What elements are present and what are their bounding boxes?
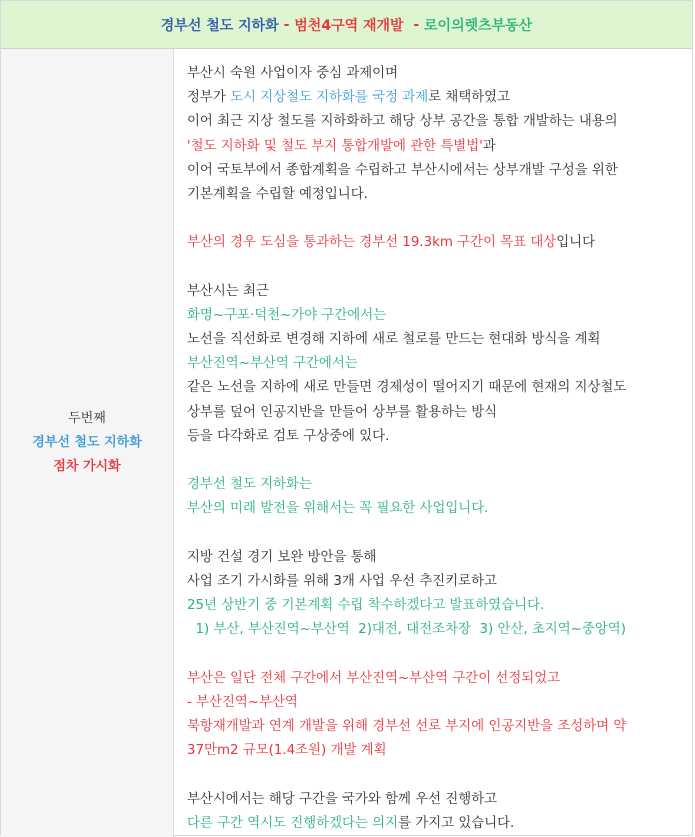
content-row [1,49,692,837]
text-line [187,86,692,110]
header-title-part2: 범천4구역 재개발 [294,17,404,34]
text-line: 부산시에서는 해당 구간을 국가와 함께 우선 진행하고 [187,791,498,807]
highlight-text: 다른 구간 역시도 진행하겠다는 의지 [187,815,399,831]
text-line [187,135,692,159]
header-title-part1: 경부선 철도 지하화 [160,17,279,34]
text-span: 로 채택하였고 [428,90,511,106]
paragraph-gap [187,256,692,280]
text-line: 부산진역~부산역 구간에서는 [187,356,358,372]
header-bar [1,1,692,49]
text-span: 정부가 [187,90,231,106]
text-span: 를 가지고 있습니다. [398,815,515,831]
text-line: 25년 상반기 중 기본계획 수립 착수하겠다고 발표하였습니다. [187,598,545,614]
text-line [187,231,692,255]
text-line: 이어 국토부에서 종합계획을 수립하고 부산시에서는 상부개발 구성을 위한 [187,162,618,178]
text-line: 상부를 덮어 인공지반을 만들어 상부를 활용하는 방식 [187,404,498,420]
text-span: 과 [482,138,496,154]
text-line: 경부선 철도 지하화는 [187,477,312,493]
text-line: 기본계획을 수립할 예정입니다. [187,186,368,202]
text-line: - 부산진역~부산역 [187,694,298,710]
header-title-part3: 로이의렛츠부동산 [424,17,533,34]
left-label-line1: 두번째 [68,411,106,426]
text-line: 부산은 일단 전체 구간에서 부산진역~부산역 구간이 선정되었고 [187,670,561,686]
text-line: 1) 부산, 부산진역~부산역 2)대전, 대전조차장 3) 안산, 초지역~중앙역) [187,622,626,638]
header-separator-1: - [278,16,295,33]
text-line: 부산시 숙원 사업이자 중심 과제이며 [187,66,399,81]
highlight-text: '철도 지하화 및 철도 부지 통합개발에 관한 특별법' [187,138,483,154]
text-line: 북항재개발과 연계 개발을 위해 경부선 선로 부지에 인공지반을 조성하며 약 [187,719,627,735]
paragraph-gap [187,207,692,231]
paragraph-gap [187,643,692,667]
paragraph-gap [187,763,692,787]
text-line: 부산시는 최근 [187,283,269,299]
text-span: 입니다 [556,235,596,251]
header-separator-2: - [403,16,425,33]
text-line [187,812,692,836]
text-line: 부산의 미래 발전을 위해서는 꼭 필요한 사업입니다. [187,501,489,517]
text-line: 이어 최근 지상 철도를 지하화하고 해당 상부 공간을 통합 개발하는 내용의 [187,114,618,130]
text-line: 화명~구포·덕천~가야 구간에서는 [187,307,387,323]
text-line: 지방 건설 경기 보완 방안을 통해 [187,549,377,565]
text-line: 등을 다각화로 검토 구상중에 있다. [187,428,390,444]
text-line: 같은 노선을 지하에 새로 만들면 경제성이 떨어지기 때문에 현재의 지상철도 [187,380,627,396]
paragraph-gap [187,522,692,546]
text-line: 노선을 직선화로 변경해 지하에 새로 철로를 만드는 현대화 방식을 계획 [187,332,601,348]
body-text-cell [174,49,692,837]
paragraph-gap [187,449,692,473]
highlight-text: 부산의 경우 도심을 통과하는 경부선 19.3km 구간이 목표 대상 [187,235,557,251]
left-label-line3: 점차 가시화 [53,459,121,474]
left-label-cell [1,49,174,837]
left-label-line2: 경부선 철도 지하화 [32,435,142,450]
highlight-text: 도시 지상철도 지하화를 국정 과제 [230,90,429,106]
text-line: 37만m2 규모(1.4조원) 개발 계획 [187,743,387,759]
text-line: 사업 조기 가시화를 위해 3개 사업 우선 추진키로하고 [187,573,497,589]
